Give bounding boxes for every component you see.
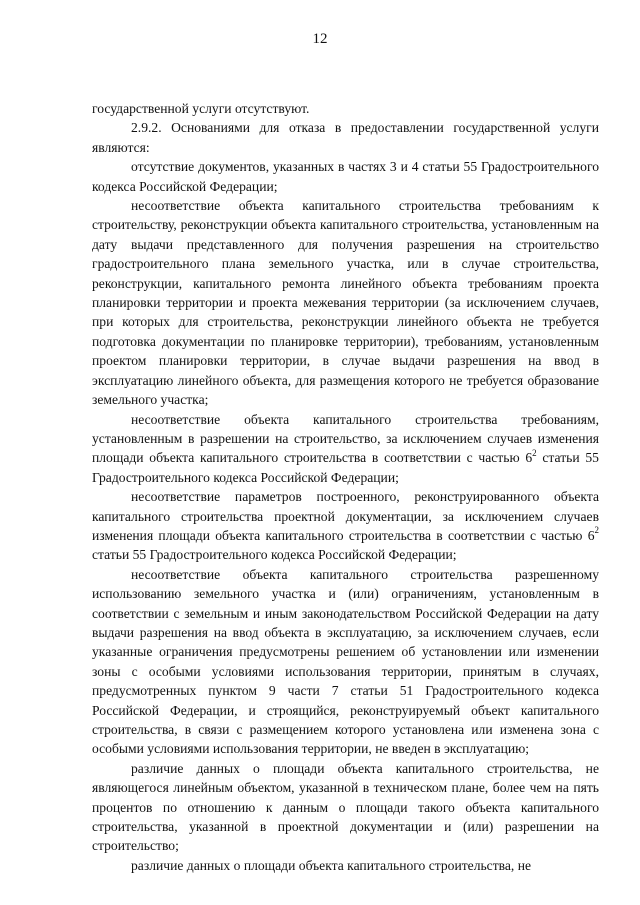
- paragraph-text: несоответствие объекта капитального строительства разрешенному использованию земельного участка и (или) ограничениям, установленным в соответствии с земельным и иным законодательством Российской Федерации на дату выдачи разрешения на ввод объекта в эксплуатацию, за исключением случаев, если указанные ограничения предусмотрены решением об установлении или изменении зоны с особыми условиями использования территории, принятым в случаях, предусмотренных пунктом 9 части 7 статьи 51 Градостроительного кодекса Российской Федерации, и строящийся, реконструируемый объект капитального строительства, в связи с размещением которого установлена или изменена зона с особыми условиями использования территории, не введен в эксплуатацию;: [92, 566, 599, 757]
- paragraph-text: статьи 55 Градостроительного кодекса Российской Федерации;: [92, 547, 457, 563]
- document-body: [92, 99, 599, 875]
- paragraph-requirements-mismatch: [92, 196, 599, 409]
- paragraph-text: отсутствие документов, указанных в частях 3 и 4 статьи 55 Градостроительного кодекса Российской Федерации;: [92, 159, 599, 194]
- paragraph-text: 2.9.2. Основаниями для отказа в предоставлении государственной услуги являются:: [92, 120, 599, 155]
- paragraph-2-9-2: [92, 118, 599, 157]
- paragraph-missing-documents: [92, 157, 599, 196]
- page-number: 12: [312, 31, 328, 47]
- paragraph-area-difference-continued: [92, 856, 599, 875]
- paragraph-area-difference: [92, 759, 599, 856]
- paragraph-text: различие данных о площади объекта капитального строительства, не: [131, 857, 532, 873]
- paragraph-text: несоответствие объекта капитального строительства требованиям, установленным в разрешении на строительство, за исключением случаев изменения площади объекта капитального строительства в соответствии с частью 6: [92, 411, 599, 466]
- paragraph-text: несоответствие объекта капитального строительства требованиям к строительству, реконструкции объекта капитального строительства, установленным на дату выдачи представленного для получения разрешения на строительство градостроительного плана земельного участка, или в случае строительства, реконструкции, капитального ремонта линейного объекта требованиям проекта планировки территории и проекта межевания территории (за исключением случаев, при которых для строительства, реконструкции линейного объекта не требуется подготовка документации по планировке территории), требованиям, установленным проектом планировки территории, в случае выдачи разрешения на ввод в эксплуатацию линейного объекта, для размещения которого не требуется образование земельного участка;: [92, 198, 599, 408]
- paragraph-continuation: [92, 99, 599, 118]
- superscript: 2: [594, 525, 599, 536]
- paragraph-parameters-mismatch: [92, 487, 599, 565]
- paragraph-land-use-mismatch: [92, 565, 599, 759]
- paragraph-text: статьи 55 Градостроительного кодекса Российской Федерации;: [92, 450, 599, 485]
- paragraph-text: несоответствие параметров построенного, реконструированного объекта капитального строительства проектной документации, за исключением случаев изменения площади объекта капитального строительства в соответствии с частью 6: [92, 489, 599, 543]
- paragraph-permit-mismatch: [92, 410, 599, 488]
- superscript: 2: [532, 447, 537, 458]
- paragraph-text: различие данных о площади объекта капитального строительства, не являющегося линейным объектом, указанной в техническом плане, более чем на пять процентов по отношению к данным о площади такого объекта капитального строительства, указанной в проектной документации и (или) разрешении на строительство;: [92, 760, 599, 854]
- paragraph-text: государственной услуги отсутствуют.: [92, 101, 310, 116]
